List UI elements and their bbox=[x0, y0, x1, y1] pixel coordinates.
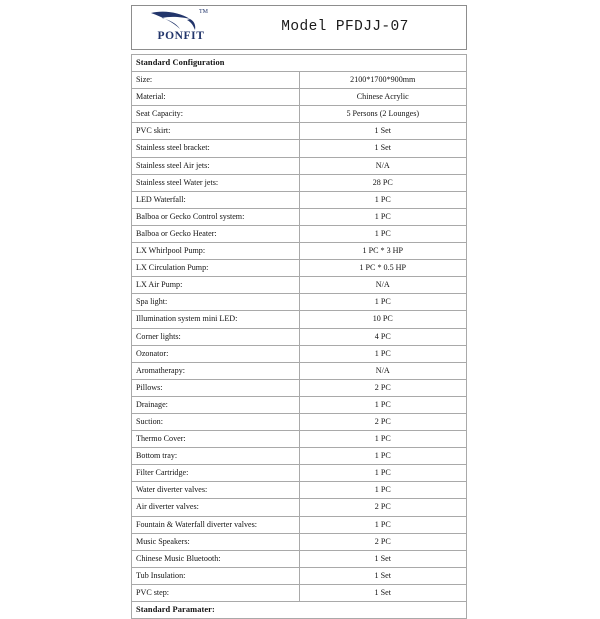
table-row bbox=[132, 191, 467, 208]
table-row bbox=[132, 465, 467, 482]
spec-value: 5 Persons (2 Lounges) bbox=[299, 106, 467, 123]
spec-label: Illumination system mini LED: bbox=[132, 311, 300, 328]
brand-name: PONFIT bbox=[157, 30, 205, 42]
spec-label: Air diverter valves: bbox=[132, 499, 300, 516]
table-row bbox=[132, 516, 467, 533]
spec-label: PVC skirt: bbox=[132, 123, 300, 140]
spec-label: Ozonator: bbox=[132, 345, 300, 362]
spec-label: Suction: bbox=[132, 413, 300, 430]
spec-value: 2 PC bbox=[299, 379, 467, 396]
spec-label: Stainless steel bracket: bbox=[132, 140, 300, 157]
spec-label: Fountain & Waterfall diverter valves: bbox=[132, 516, 300, 533]
spec-label: Tub Insulation: bbox=[132, 567, 300, 584]
table-row bbox=[132, 225, 467, 242]
spec-value: 10 PC bbox=[299, 311, 467, 328]
specification-table bbox=[131, 54, 467, 619]
table-row bbox=[132, 584, 467, 601]
spec-value: 2 PC bbox=[299, 499, 467, 516]
table-row bbox=[132, 533, 467, 550]
table-row bbox=[132, 567, 467, 584]
spec-value: 1 Set bbox=[299, 140, 467, 157]
table-row bbox=[132, 294, 467, 311]
section-standard-parameter bbox=[132, 602, 467, 619]
spec-value: 1 PC bbox=[299, 516, 467, 533]
table-row bbox=[132, 140, 467, 157]
spec-value: 1 PC bbox=[299, 294, 467, 311]
spec-value: 1 Set bbox=[299, 567, 467, 584]
table-row bbox=[132, 396, 467, 413]
table-row bbox=[132, 413, 467, 430]
spec-label: Water diverter valves: bbox=[132, 482, 300, 499]
spec-label: Spa light: bbox=[132, 294, 300, 311]
spec-value: 1 PC bbox=[299, 191, 467, 208]
spec-value: N/A bbox=[299, 277, 467, 294]
spec-value: 1 PC bbox=[299, 482, 467, 499]
table-row bbox=[132, 550, 467, 567]
spec-label: Drainage: bbox=[132, 396, 300, 413]
table-row bbox=[132, 208, 467, 225]
table-row bbox=[132, 277, 467, 294]
spec-label: LED Waterfall: bbox=[132, 191, 300, 208]
table-row bbox=[132, 243, 467, 260]
spec-label: Corner lights: bbox=[132, 328, 300, 345]
spec-sheet bbox=[131, 5, 467, 619]
table-row bbox=[132, 157, 467, 174]
spec-value: 1 PC bbox=[299, 396, 467, 413]
spec-label: LX Whirlpool Pump: bbox=[132, 243, 300, 260]
table-row bbox=[132, 72, 467, 89]
spec-label: Balboa or Gecko Control system: bbox=[132, 208, 300, 225]
table-row bbox=[132, 448, 467, 465]
spec-label: Chinese Music Bluetooth: bbox=[132, 550, 300, 567]
section-standard-configuration-label: Standard Configuration bbox=[132, 55, 467, 72]
spec-value: 2100*1700*900mm bbox=[299, 72, 467, 89]
spec-value: 1 PC bbox=[299, 431, 467, 448]
spec-label: Pillows: bbox=[132, 379, 300, 396]
spec-value: 2 PC bbox=[299, 413, 467, 430]
spec-value: 4 PC bbox=[299, 328, 467, 345]
table-row bbox=[132, 89, 467, 106]
dolphin-logo-icon bbox=[149, 9, 205, 31]
table-row bbox=[132, 499, 467, 516]
spec-value: 2 PC bbox=[299, 533, 467, 550]
spec-label: Stainless steel Water jets: bbox=[132, 174, 300, 191]
document-header bbox=[131, 5, 467, 50]
spec-value: 1 PC bbox=[299, 225, 467, 242]
spec-label: Balboa or Gecko Heater: bbox=[132, 225, 300, 242]
spec-value: 1 PC * 3 HP bbox=[299, 243, 467, 260]
table-row bbox=[132, 311, 467, 328]
table-row bbox=[132, 260, 467, 277]
table-row bbox=[132, 482, 467, 499]
spec-label: Filter Cartridge: bbox=[132, 465, 300, 482]
table-row bbox=[132, 106, 467, 123]
spec-label: Bottom tray: bbox=[132, 448, 300, 465]
spec-value: 1 Set bbox=[299, 584, 467, 601]
spec-value: N/A bbox=[299, 362, 467, 379]
spec-label: Thermo Cover: bbox=[132, 431, 300, 448]
page-title: Model PFDJJ-07 bbox=[281, 19, 409, 35]
spec-value: 1 Set bbox=[299, 123, 467, 140]
table-row bbox=[132, 174, 467, 191]
brand-logo bbox=[141, 9, 223, 49]
spec-label: Size: bbox=[132, 72, 300, 89]
spec-label: Music Speakers: bbox=[132, 533, 300, 550]
spec-value: N/A bbox=[299, 157, 467, 174]
spec-label: PVC step: bbox=[132, 584, 300, 601]
table-row bbox=[132, 345, 467, 362]
spec-value: 28 PC bbox=[299, 174, 467, 191]
spec-label: LX Circulation Pump: bbox=[132, 260, 300, 277]
spec-label: Seat Capacity: bbox=[132, 106, 300, 123]
spec-value: 1 PC bbox=[299, 345, 467, 362]
table-row bbox=[132, 328, 467, 345]
table-row bbox=[132, 123, 467, 140]
spec-value: 1 PC * 0.5 HP bbox=[299, 260, 467, 277]
spec-label: Aromatherapy: bbox=[132, 362, 300, 379]
spec-value: Chinese Acrylic bbox=[299, 89, 467, 106]
spec-label: Stainless steel Air jets: bbox=[132, 157, 300, 174]
trademark-icon: TM bbox=[199, 9, 208, 15]
spec-label: Material: bbox=[132, 89, 300, 106]
spec-label: LX Air Pump: bbox=[132, 277, 300, 294]
table-row bbox=[132, 362, 467, 379]
spec-value: 1 PC bbox=[299, 465, 467, 482]
spec-value: 1 PC bbox=[299, 208, 467, 225]
table-row bbox=[132, 379, 467, 396]
section-standard-configuration bbox=[132, 55, 467, 72]
spec-value: 1 Set bbox=[299, 550, 467, 567]
section-standard-parameter-label: Standard Paramater: bbox=[132, 602, 467, 619]
table-row bbox=[132, 431, 467, 448]
spec-value: 1 PC bbox=[299, 448, 467, 465]
